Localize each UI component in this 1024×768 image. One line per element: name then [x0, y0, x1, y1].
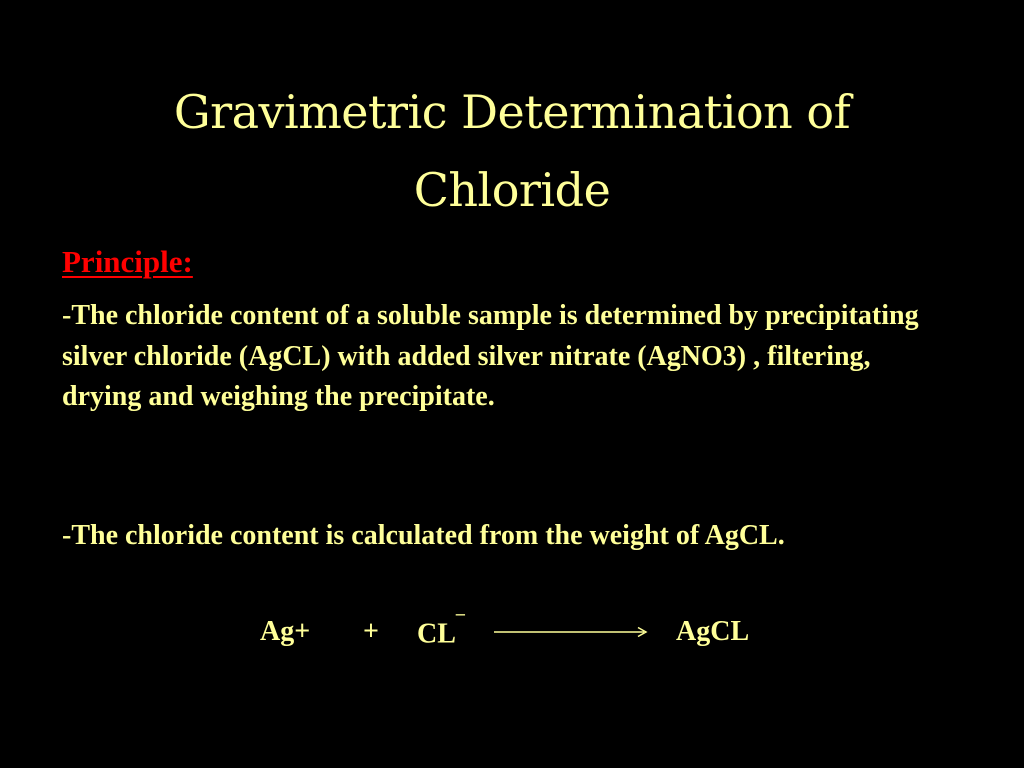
reactant-silver-ion: Ag+	[260, 616, 311, 647]
chloride-charge: ¯	[455, 612, 465, 632]
reactant-chloride-ion	[417, 612, 465, 650]
principle-paragraph-1: -The chloride content of a soluble sample is determined by precipitating silver chloride (AgCL) with added silver nitrate (AgNO3) , filtering, drying and weighing the precipitate.	[62, 300, 919, 412]
chloride-symbol: CL	[417, 618, 456, 650]
principle-paragraph-2: -The chloride content is calculated from the weight of AgCL.	[62, 520, 785, 551]
product-silver-chloride: AgCL	[676, 616, 750, 647]
slide-title-line-2: Chloride	[413, 162, 611, 217]
reaction-equation	[0, 612, 1024, 660]
equation-plus: +	[363, 616, 379, 647]
reaction-arrow-icon	[494, 626, 650, 638]
slide-title-line-1: Gravimetric Determination of	[173, 84, 851, 139]
slide-title	[60, 73, 964, 229]
principle-heading: Principle:	[62, 244, 193, 279]
